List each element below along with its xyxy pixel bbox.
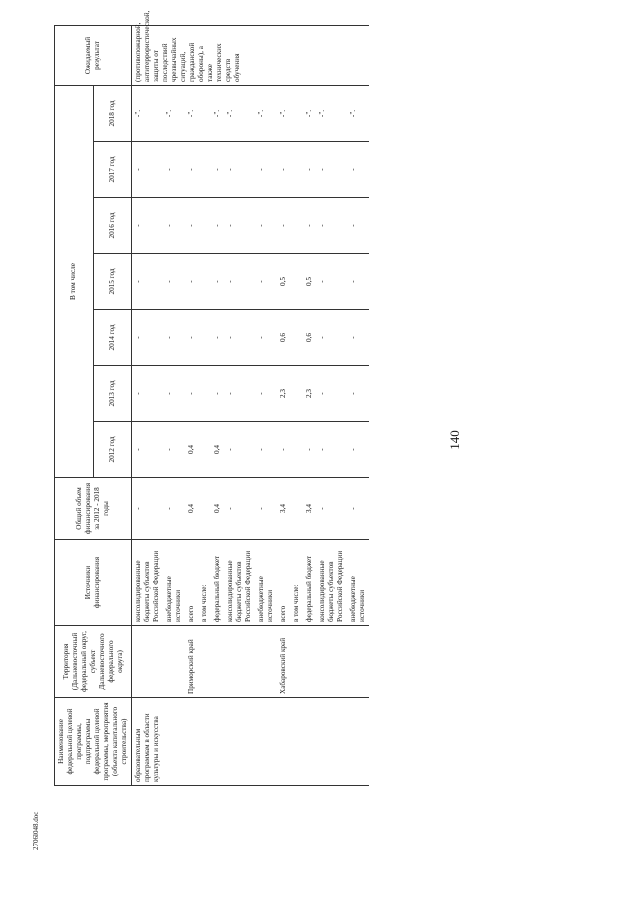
year-cell-2016: - bbox=[303, 198, 316, 254]
total-cell: - bbox=[255, 478, 277, 540]
table-row bbox=[211, 25, 224, 785]
year-cell-2014: - bbox=[132, 310, 164, 366]
year-cell-2013: - bbox=[185, 366, 198, 422]
year-cell-2015 bbox=[198, 254, 211, 310]
header-total: Общий объем финансирования за 2012 - 2018 годы bbox=[55, 478, 132, 540]
year-cell-2015: 0,5 bbox=[303, 254, 316, 310]
year-cell-2014 bbox=[290, 310, 303, 366]
year-cell-2014: - bbox=[316, 310, 347, 366]
year-cell-2017 bbox=[290, 142, 303, 198]
year-cell-2012: - bbox=[132, 422, 164, 478]
program-name-cell: образовательным программам в области культуры и искусства bbox=[132, 698, 370, 786]
year-cell-2017: - bbox=[132, 142, 164, 198]
header-2015: 2015 год bbox=[93, 254, 132, 310]
year-cell-2018: -". bbox=[277, 85, 290, 141]
page-number: 140 bbox=[446, 430, 462, 450]
year-cell-2016: - bbox=[132, 198, 164, 254]
source-cell: всего bbox=[277, 540, 290, 626]
year-cell-2016: - bbox=[224, 198, 255, 254]
table-row bbox=[316, 25, 347, 785]
year-cell-2014: 0,6 bbox=[303, 310, 316, 366]
table-row bbox=[277, 25, 290, 785]
header-2018: 2018 год bbox=[93, 85, 132, 141]
source-cell: внебюджетные источники bbox=[163, 540, 185, 626]
year-cell-2012: - bbox=[224, 422, 255, 478]
header-result: Ожидаемый результат bbox=[55, 25, 132, 85]
year-cell-2012 bbox=[290, 422, 303, 478]
source-cell: федеральный бюджет bbox=[303, 540, 316, 626]
year-cell-2016: - bbox=[316, 198, 347, 254]
year-cell-2015: - bbox=[132, 254, 164, 310]
territory-cell bbox=[132, 626, 164, 698]
table-row bbox=[132, 25, 164, 785]
territory-cell: Хабаровский край bbox=[277, 626, 290, 698]
territory-cell bbox=[303, 626, 316, 698]
year-cell-2017: - bbox=[211, 142, 224, 198]
year-cell-2014: - bbox=[224, 310, 255, 366]
year-cell-2018: -". bbox=[255, 85, 277, 141]
year-cell-2013 bbox=[198, 366, 211, 422]
year-cell-2013: - bbox=[347, 366, 369, 422]
source-cell: консолидированные бюджеты субъектов Российской Федерации bbox=[316, 540, 347, 626]
year-cell-2014: - bbox=[185, 310, 198, 366]
year-cell-2018: -". bbox=[163, 85, 185, 141]
total-cell: - bbox=[316, 478, 347, 540]
territory-cell bbox=[255, 626, 277, 698]
year-cell-2014: - bbox=[255, 310, 277, 366]
year-cell-2014 bbox=[198, 310, 211, 366]
year-cell-2012: - bbox=[163, 422, 185, 478]
total-cell: 3,4 bbox=[277, 478, 290, 540]
year-cell-2016: - bbox=[163, 198, 185, 254]
source-cell: внебюджетные источники bbox=[255, 540, 277, 626]
table-row bbox=[163, 25, 185, 785]
year-cell-2018 bbox=[198, 85, 211, 141]
year-cell-2017: - bbox=[347, 142, 369, 198]
year-cell-2013: 2,3 bbox=[277, 366, 290, 422]
total-cell: - bbox=[347, 478, 369, 540]
year-cell-2012: - bbox=[255, 422, 277, 478]
header-2016: 2016 год bbox=[93, 198, 132, 254]
year-cell-2018: -". bbox=[347, 85, 369, 141]
year-cell-2015: - bbox=[347, 254, 369, 310]
header-2017: 2017 год bbox=[93, 142, 132, 198]
year-cell-2016: - bbox=[255, 198, 277, 254]
year-cell-2014: - bbox=[163, 310, 185, 366]
year-cell-2015: - bbox=[211, 254, 224, 310]
year-cell-2015: - bbox=[185, 254, 198, 310]
table-row bbox=[198, 25, 211, 785]
year-cell-2012: - bbox=[303, 422, 316, 478]
year-cell-2016 bbox=[198, 198, 211, 254]
territory-cell bbox=[224, 626, 255, 698]
year-cell-2017: - bbox=[255, 142, 277, 198]
total-cell: - bbox=[132, 478, 164, 540]
source-cell: консолидированные бюджеты субъектов Российской Федерации bbox=[132, 540, 164, 626]
total-cell bbox=[290, 478, 303, 540]
year-cell-2016 bbox=[290, 198, 303, 254]
year-cell-2016: - bbox=[185, 198, 198, 254]
year-cell-2012: - bbox=[347, 422, 369, 478]
year-cell-2015: - bbox=[255, 254, 277, 310]
territory-cell bbox=[211, 626, 224, 698]
year-cell-2015: - bbox=[224, 254, 255, 310]
header-name: Наименование федеральной целевой программы, подпрограммы федеральной целевой программы, мероприятия (объекта капитального строительства) bbox=[55, 698, 132, 786]
year-cell-2017: - bbox=[224, 142, 255, 198]
year-cell-2018: -". bbox=[211, 85, 224, 141]
year-cell-2016: - bbox=[277, 198, 290, 254]
year-cell-2013: - bbox=[163, 366, 185, 422]
year-cell-2017: - bbox=[185, 142, 198, 198]
header-incl: В том числе bbox=[55, 85, 94, 477]
source-cell: внебюджетные источники bbox=[347, 540, 369, 626]
year-cell-2018: -". bbox=[132, 85, 164, 141]
territory-cell bbox=[290, 626, 303, 698]
total-cell bbox=[198, 478, 211, 540]
year-cell-2015: - bbox=[316, 254, 347, 310]
year-cell-2012: - bbox=[277, 422, 290, 478]
year-cell-2015 bbox=[290, 254, 303, 310]
territory-cell bbox=[316, 626, 347, 698]
year-cell-2018 bbox=[290, 85, 303, 141]
territory-cell: Приморский край bbox=[185, 626, 198, 698]
table-row bbox=[303, 25, 316, 785]
table-body bbox=[132, 10, 370, 785]
table-row bbox=[347, 25, 369, 785]
year-cell-2012: - bbox=[316, 422, 347, 478]
total-cell: - bbox=[224, 478, 255, 540]
year-cell-2015: - bbox=[163, 254, 185, 310]
financing-table bbox=[54, 10, 369, 786]
year-cell-2014: 0,6 bbox=[277, 310, 290, 366]
header-2014: 2014 год bbox=[93, 310, 132, 366]
table-row bbox=[255, 25, 277, 785]
year-cell-2017: - bbox=[303, 142, 316, 198]
year-cell-2016: - bbox=[211, 198, 224, 254]
year-cell-2018: -". bbox=[185, 85, 198, 141]
document-id: 2706l048.doc bbox=[32, 811, 40, 850]
total-cell: 0,4 bbox=[185, 478, 198, 540]
year-cell-2014: - bbox=[211, 310, 224, 366]
territory-cell bbox=[163, 626, 185, 698]
header-source: Источники финансирования bbox=[55, 540, 132, 626]
source-cell: федеральный бюджет bbox=[211, 540, 224, 626]
territory-cell bbox=[347, 626, 369, 698]
table-row bbox=[290, 25, 303, 785]
header-2012: 2012 год bbox=[93, 422, 132, 478]
year-cell-2017: - bbox=[316, 142, 347, 198]
year-cell-2013: 2,3 bbox=[303, 366, 316, 422]
header-2013: 2013 год bbox=[93, 366, 132, 422]
year-cell-2018: -". bbox=[303, 85, 316, 141]
year-cell-2017: - bbox=[163, 142, 185, 198]
year-cell-2013: - bbox=[224, 366, 255, 422]
year-cell-2015: 0,5 bbox=[277, 254, 290, 310]
year-cell-2012 bbox=[198, 422, 211, 478]
expected-result-cell: (противопожарной, антитеррористической, защиты от последствий чрезвычайных ситуаций, гражданской обороны), а также технических средств обучения bbox=[132, 25, 370, 85]
year-cell-2012: 0,4 bbox=[211, 422, 224, 478]
territory-cell bbox=[198, 626, 211, 698]
rotated-table-area bbox=[54, 10, 594, 786]
year-cell-2013: - bbox=[132, 366, 164, 422]
header-territory: Территория (Дальневосточный федеральный округ, субъект Дальневосточного федерального округа) bbox=[55, 626, 132, 698]
year-cell-2017: - bbox=[277, 142, 290, 198]
total-cell: 3,4 bbox=[303, 478, 316, 540]
year-cell-2012: 0,4 bbox=[185, 422, 198, 478]
total-cell: - bbox=[163, 478, 185, 540]
year-cell-2016: - bbox=[347, 198, 369, 254]
table-row bbox=[185, 25, 198, 785]
table-row bbox=[224, 25, 255, 785]
year-cell-2014: - bbox=[347, 310, 369, 366]
source-cell: консолидированные бюджеты субъектов Российской Федерации bbox=[224, 540, 255, 626]
source-cell: в том числе: bbox=[290, 540, 303, 626]
total-cell: 0,4 bbox=[211, 478, 224, 540]
year-cell-2013: - bbox=[316, 366, 347, 422]
year-cell-2017 bbox=[198, 142, 211, 198]
year-cell-2018: -". bbox=[224, 85, 255, 141]
year-cell-2013: - bbox=[211, 366, 224, 422]
year-cell-2018: -". bbox=[316, 85, 347, 141]
header-row-1 bbox=[55, 25, 94, 785]
source-cell: всего bbox=[185, 540, 198, 626]
source-cell: в том числе: bbox=[198, 540, 211, 626]
year-cell-2013 bbox=[290, 366, 303, 422]
year-cell-2013: - bbox=[255, 366, 277, 422]
